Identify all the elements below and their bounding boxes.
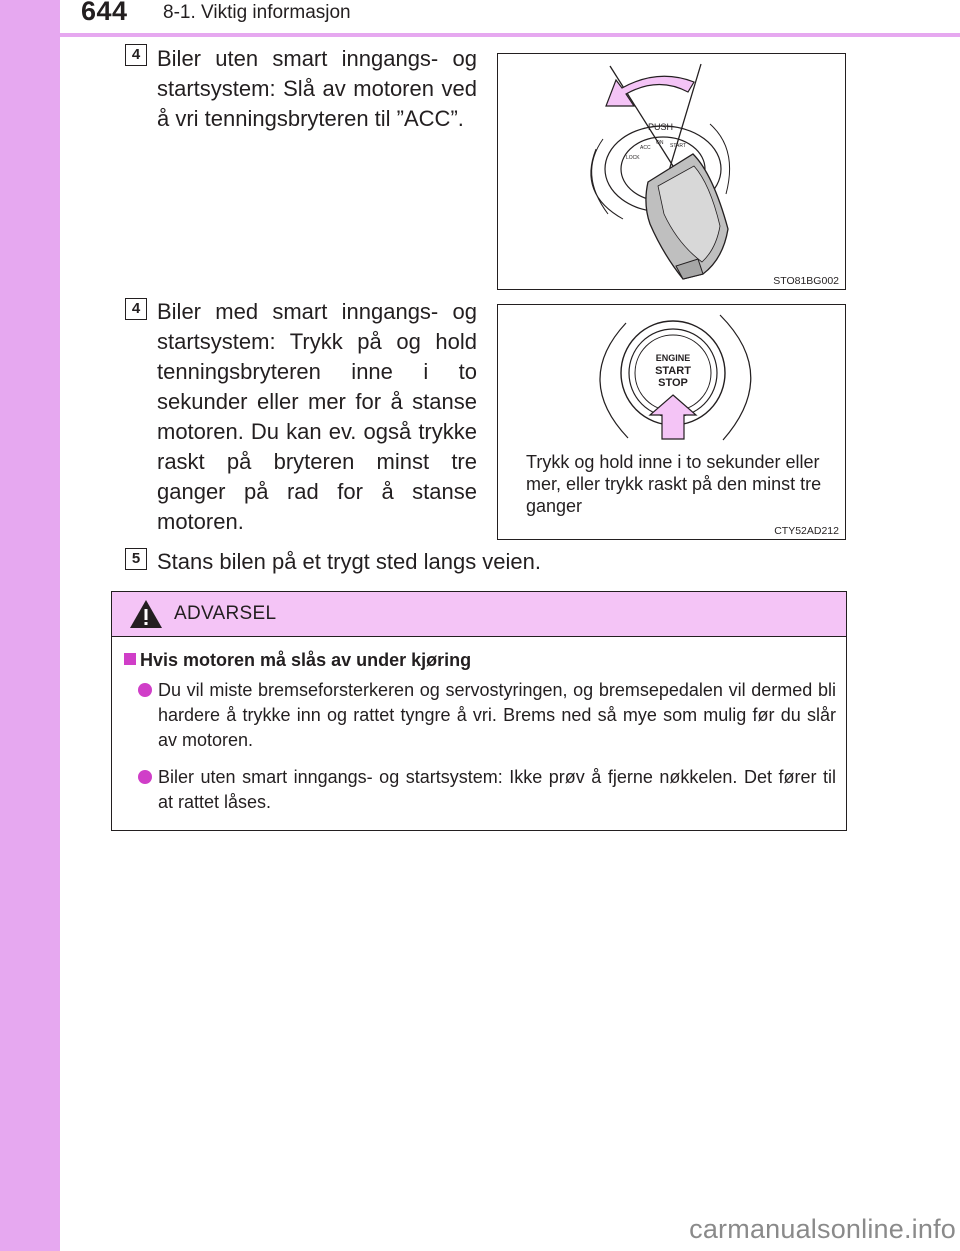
round-bullet-icon [138, 683, 152, 697]
step-text: Stans bilen på et trygt sted langs veien. [157, 549, 542, 574]
figure-code: STO81BG002 [773, 275, 839, 287]
page-number: 644 [81, 0, 128, 26]
warning-subheading [112, 650, 846, 678]
warning-triangle-icon [128, 598, 164, 630]
warning-bullet-text: Du vil miste bremseforsterkeren og servostyringen, og bremsepedalen vil dermed bli hardere å trykke inn og rattet tyngre å vri. Brems ned så mye som mulig før du slår av motoren. [158, 680, 836, 750]
warning-box [111, 591, 847, 831]
step-number-box: 4 [125, 44, 147, 66]
warning-header [112, 592, 846, 637]
figure-engine-button [497, 304, 846, 540]
side-band [0, 0, 60, 1251]
ignition-label: ON [656, 140, 664, 146]
ignition-key-illustration [498, 54, 845, 289]
engine-button-illustration [498, 305, 845, 445]
ignition-label: LOCK [626, 155, 640, 161]
figure-code: CTY52AD212 [774, 525, 839, 537]
watermark: carmanualsonline.info [689, 1214, 956, 1244]
warning-subheading-text: Hvis motoren må slås av under kjøring [140, 650, 472, 670]
button-label: STOP [658, 377, 688, 389]
ignition-label: ACC [640, 145, 651, 151]
button-label: ENGINE [655, 353, 691, 363]
ignition-label: PUSH [648, 122, 674, 132]
warning-bullet [158, 678, 836, 753]
step-text: Biler med smart inngangs- og startsystem: Trykk på og hold tenningsbryteren inne i to sekunder eller mer for å stanse motoren. Du kan ev. også trykke raskt på bryteren minst tre ganger på rad for å stanse motoren. [157, 299, 477, 534]
ignition-label: START [670, 143, 686, 149]
round-bullet-icon [138, 770, 152, 784]
figure-caption: Trykk og hold inne i to sekunder eller mer, eller trykk raskt på den minst tre ganger [526, 452, 822, 516]
button-label: START [655, 365, 691, 377]
header-rule [0, 33, 960, 37]
warning-bullet-text: Biler uten smart inngangs- og startsystem: Ikke prøv å fjerne nøkkelen. Det fører til at rattet låses. [158, 767, 836, 812]
step-number-box: 4 [125, 298, 147, 320]
warning-title: ADVARSEL [174, 603, 277, 624]
step-number-box: 5 [125, 548, 147, 570]
square-bullet-icon [124, 653, 136, 665]
step-text: Biler uten smart inngangs- og startsystem: Slå av motoren ved å vri tenningsbryteren til ”ACC”. [157, 46, 477, 131]
warning-body [112, 637, 846, 815]
section-title: 8-1. Viktig informasjon [163, 2, 351, 23]
warning-bullet [158, 765, 836, 815]
figure-ignition-key [497, 53, 846, 290]
